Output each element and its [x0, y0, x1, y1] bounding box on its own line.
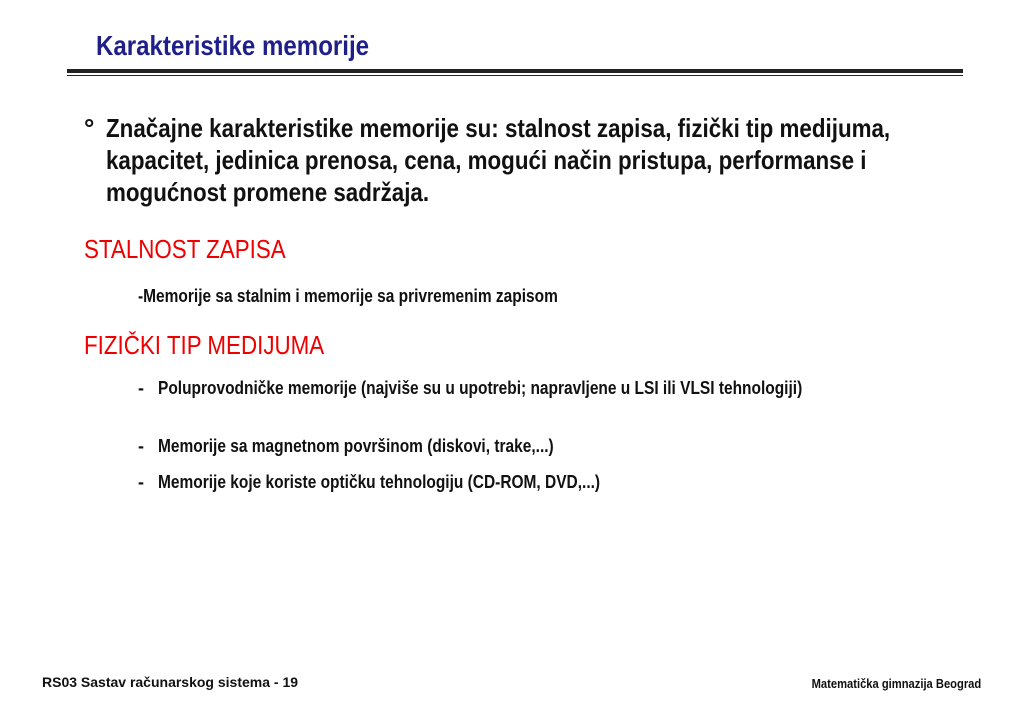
degree-bullet-icon: ° [84, 113, 95, 143]
intro-bullet [84, 112, 984, 208]
dash-bullet: - [138, 472, 144, 492]
dash-bullet: - [138, 436, 144, 456]
list-item [138, 434, 1018, 458]
list-item-text: Memorije koje koriste optičku tehnologiju (CD-ROM, DVD,...) [158, 472, 601, 492]
footer-slide-number: RS03 Sastav računarskog sistema - 19 [42, 674, 299, 690]
list-item-text: Poluprovodničke memorije (najviše su u upotrebi; napravljene u LSI ili VLSI tehnologiji) [158, 378, 803, 398]
title-divider-thin [67, 75, 963, 76]
intro-text: Značajne karakteristike memorije su: stalnost zapisa, fizički tip medijuma, kapacitet, jedinica prenosa, cena, mogući način pristupa, performanse i mogućnost promene sadržaja. [106, 113, 891, 207]
footer-institution: Matematička gimnazija Beograd [811, 676, 981, 691]
list-item [138, 376, 1018, 400]
section-heading-fizicki: FIZIČKI TIP MEDIJUMA [84, 330, 325, 360]
dash-bullet: - [138, 378, 144, 398]
title-divider-thick [67, 69, 963, 73]
section-line-stalnost: -Memorije sa stalnim i memorije sa privremenim zapisom [138, 286, 558, 306]
section-heading-stalnost: STALNOST ZAPISA [84, 234, 286, 264]
slide-title: Karakteristike memorije [96, 30, 370, 61]
list-item-text: Memorije sa magnetnom površinom (diskovi, trake,...) [158, 436, 554, 456]
list-item [138, 470, 1018, 494]
